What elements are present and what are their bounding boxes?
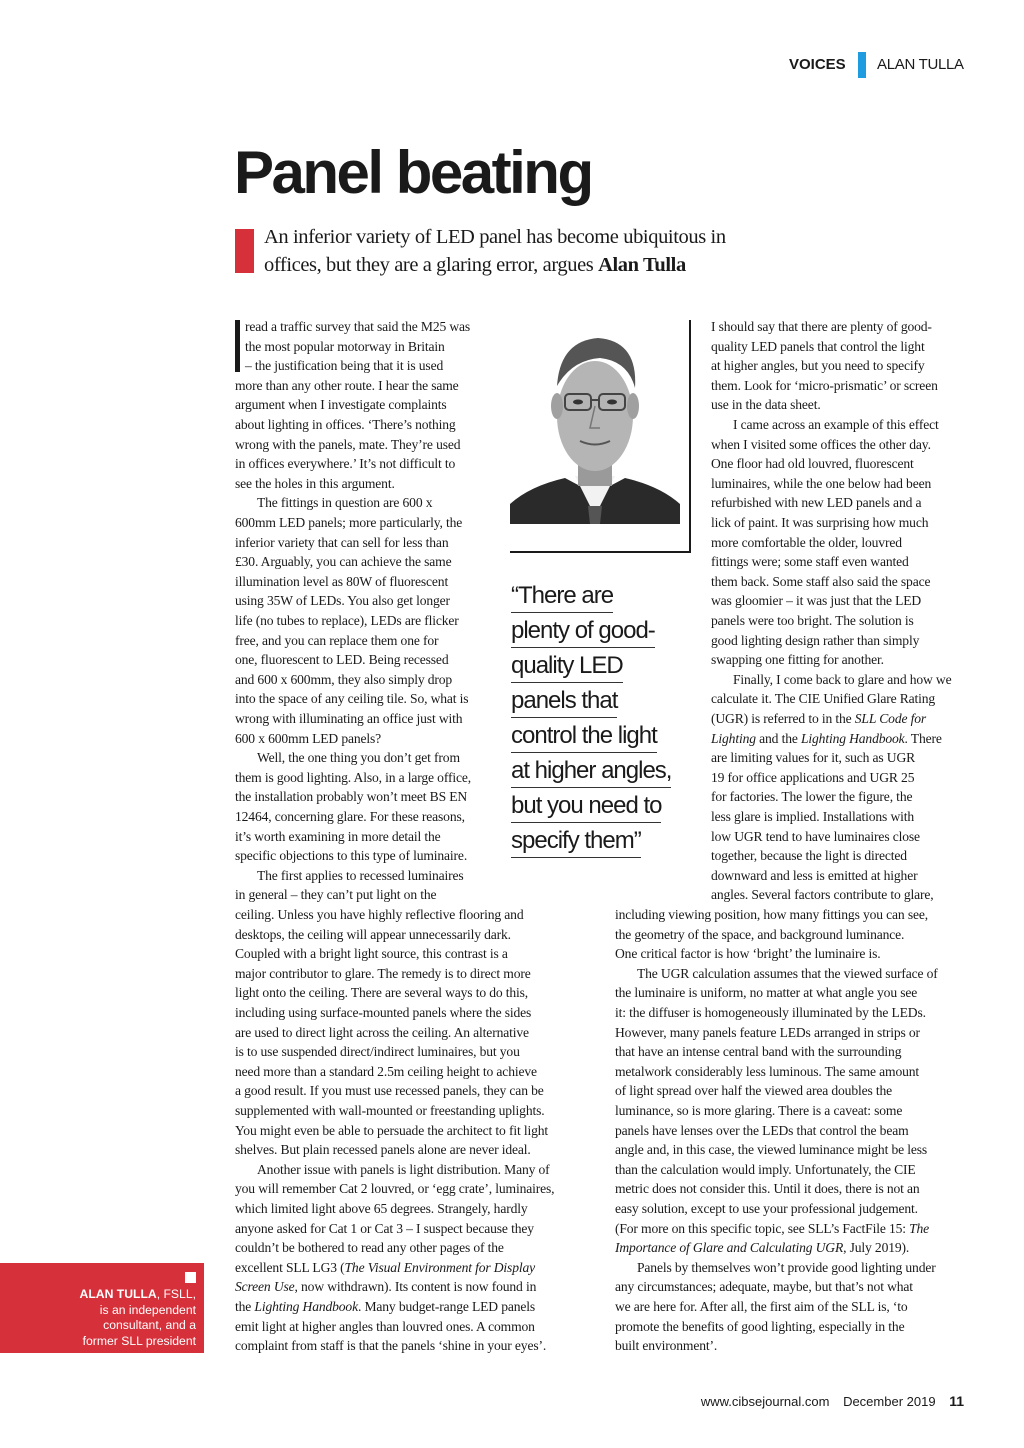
- text-line: Another issue with panels is light distribution. Many of: [257, 1161, 550, 1177]
- text-line: calculate it. The CIE Unified Glare Rating: [711, 691, 936, 707]
- text-line: The fittings in question are 600 x: [257, 495, 433, 511]
- text-line: a good result. If you must use recessed panels, they can be: [235, 1083, 544, 1099]
- page-footer: [691, 1393, 964, 1409]
- text-line: downward and less is emitted at higher: [711, 867, 918, 883]
- text-line: ceiling. Unless you have highly reflective flooring and: [235, 907, 524, 922]
- text-line: the Lighting Handbook. Many budget-range LED panels: [235, 1299, 536, 1314]
- text-line: metalwork considerably less luminous. The same amount: [615, 1063, 920, 1079]
- text-line: refurbished with new LED panels and a: [711, 495, 922, 511]
- byline: Alan Tulla: [598, 253, 686, 276]
- text-line: panels have lenses over the LEDs that control the beam: [615, 1122, 909, 1138]
- text-line: Finally, I come back to glare and how we: [733, 671, 952, 687]
- text-line: including using surface-mounted panels where the sides: [235, 1005, 532, 1020]
- text-line: in general – they can’t put light on the: [235, 887, 437, 903]
- text-line: (For more on this specific topic, see SLL’s FactFile 15: The: [615, 1220, 930, 1236]
- text-line: them back. Some staff also said the space: [711, 573, 931, 589]
- pull-quote-line: specify them”: [511, 825, 641, 858]
- bio-line: consultant, and a: [103, 1318, 196, 1333]
- text-line: light onto the ceiling. There are several ways to do this,: [235, 985, 529, 1001]
- footer-date: December 2019: [843, 1394, 936, 1409]
- text-line: supplemented with wall-mounted or freestanding uplights.: [235, 1103, 545, 1118]
- text-line: £30. Arguably, you can achieve the same: [235, 554, 452, 570]
- text-line: specific objections to this type of luminaire.: [235, 848, 468, 864]
- pull-quote-line: quality LED: [511, 650, 623, 683]
- text-line: – the justification being that it is used: [245, 358, 444, 374]
- text-line: Well, the one thing you don’t get from: [257, 750, 460, 766]
- text-line: them. Look for ‘micro-prismatic’ or screen: [711, 377, 938, 393]
- text-line: (UGR) is referred to in the SLL Code for: [711, 711, 927, 726]
- text-line: angle and, in this case, the viewed luminance might be less: [615, 1142, 928, 1158]
- text-line: major contributor to glare. The remedy is to direct more: [235, 965, 531, 981]
- text-line: one, fluorescent to LED. Being recessed: [235, 652, 449, 668]
- text-line: the most popular motorway in Britain: [245, 338, 445, 354]
- text-line: emit light at higher angles than louvred ones. A common: [235, 1318, 535, 1334]
- text-line: built environment’.: [615, 1338, 718, 1354]
- text-line: Panels by themselves won’t provide good lighting under: [637, 1259, 936, 1275]
- text-line: angles. Several factors contribute to glare,: [711, 887, 934, 903]
- text-line: that have an intense central band with the surrounding: [615, 1044, 902, 1060]
- text-line: luminance, so is more glaring. There is a caveat: some: [615, 1103, 903, 1118]
- author-portrait-photo: [510, 326, 680, 524]
- text-line: The UGR calculation assumes that the viewed surface of: [637, 965, 938, 981]
- text-line: Screen Use, now withdrawn). Its content is now found in: [235, 1279, 537, 1295]
- text-line: was gloomier – it was just that the LED: [711, 593, 922, 609]
- text-line: lick of paint. It was surprising how much: [711, 515, 929, 530]
- text-line: and 600 x 600mm, they also simply drop: [235, 671, 453, 687]
- text-line: I should say that there are plenty of good-: [711, 319, 932, 334]
- text-line: inferior variety that can sell for less than: [235, 534, 449, 550]
- bio-line: former SLL president: [82, 1333, 196, 1348]
- text-line: easy solution, except to use your professional judgement.: [615, 1201, 918, 1216]
- text-line: However, many panels feature LEDs arranged in strips or: [615, 1024, 920, 1040]
- text-line: see the holes in this argument.: [235, 475, 395, 491]
- text-line: of light spread over half the viewed area doubles the: [615, 1083, 893, 1099]
- text-line: I came across an example of this effect: [733, 417, 939, 432]
- text-line: argument when I investigate complaints: [235, 397, 447, 413]
- text-line: wrong with illuminating an office just with: [235, 711, 463, 726]
- pull-quote-line: “There are: [511, 580, 613, 613]
- text-line: quality LED panels that control the light: [711, 338, 925, 354]
- pull-quote-line: plenty of good-: [511, 615, 655, 648]
- pull-quote-line: panels that: [511, 685, 617, 718]
- pull-quote-line: control the light: [511, 720, 657, 753]
- text-line: the installation probably won’t meet BS EN: [235, 789, 468, 805]
- author-bio-text: [6, 1287, 196, 1349]
- text-line: in offices everywhere.’ It’s not difficult to: [235, 456, 456, 472]
- text-line: couldn’t be bothered to read any other pages of the: [235, 1240, 504, 1256]
- text-line: The first applies to recessed luminaires: [257, 867, 464, 883]
- text-line: read a traffic survey that said the M25 was: [245, 319, 471, 334]
- text-line: anyone asked for Cat 1 or Cat 3 – I suspect because they: [235, 1220, 534, 1236]
- text-line: low UGR tend to have luminaires close: [711, 828, 920, 844]
- dek-accent-bar: [235, 229, 254, 273]
- text-line: use in the data sheet.: [711, 397, 821, 413]
- text-line: at higher angles, but you need to specify: [711, 358, 925, 374]
- text-line: you will remember Cat 2 louvred, or ‘egg crate’, luminaires,: [235, 1181, 555, 1197]
- text-line: fittings were; some staff even wanted: [711, 554, 909, 570]
- photo-frame-rule: [510, 551, 691, 553]
- text-line: excellent SLL LG3 (The Visual Environment for Display: [235, 1259, 535, 1275]
- text-line: free, and you can replace them one for: [235, 632, 439, 648]
- standfirst: [264, 224, 726, 279]
- text-line: are limiting values for it, such as UGR: [711, 750, 916, 766]
- standfirst-line: An inferior variety of LED panel has become ubiquitous in: [264, 226, 726, 248]
- pull-quote-line: but you need to: [511, 790, 661, 823]
- section-label: VOICES: [789, 56, 846, 73]
- header-author: ALAN TULLA: [877, 56, 964, 73]
- article-title: Panel beating: [234, 139, 592, 206]
- standfirst-line: offices, but they are a glaring error, argues: [264, 253, 599, 276]
- text-line: Lighting and the Lighting Handbook. There: [711, 730, 942, 746]
- text-line: swapping one fitting for another.: [711, 652, 884, 668]
- page-number: 11: [949, 1393, 964, 1409]
- text-line: is to use suspended direct/indirect luminaires, but you: [235, 1044, 520, 1060]
- text-line: 600mm LED panels; more particularly, the: [235, 515, 463, 530]
- header-divider: [858, 52, 866, 78]
- square-icon: [185, 1272, 196, 1283]
- text-line: we are here for. After all, the first aim of the SLL is, ‘to: [615, 1299, 908, 1314]
- text-line: which limited light above 65 degrees. Strangely, hardly: [235, 1201, 528, 1216]
- text-line: complaint from staff is that the panels ‘shine in your eyes’.: [235, 1338, 547, 1354]
- text-line: Importance of Glare and Calculating UGR, July 2019).: [615, 1240, 910, 1256]
- text-line: together, because the light is directed: [711, 848, 907, 864]
- text-line: life (no tubes to replace), LEDs are flicker: [235, 613, 459, 628]
- text-line: illumination level as 80W of fluorescent: [235, 573, 449, 589]
- text-line: the geometry of the space, and background luminance.: [615, 926, 905, 942]
- text-line: 19 for office applications and UGR 25: [711, 769, 915, 785]
- photo-frame-rule: [689, 320, 691, 553]
- text-line: 600 x 600mm LED panels?: [235, 730, 382, 746]
- text-line: more comfortable the older, louvred: [711, 534, 902, 550]
- text-line: it’s worth examining in more detail the: [235, 828, 441, 844]
- text-line: are used to direct light across the ceiling. An alternative: [235, 1024, 529, 1040]
- text-line: less glare is implied. Installations with: [711, 809, 915, 824]
- text-line: including viewing position, how many fittings you can see,: [615, 907, 928, 922]
- text-line: about lighting in offices. ‘There’s nothing: [235, 417, 456, 432]
- text-line: than the calculation would imply. Unfortunately, the CIE: [615, 1161, 916, 1177]
- text-line: the luminaire is uniform, no matter at what angle you see: [615, 985, 918, 1001]
- text-line: need more than a standard 2.5m ceiling height to achieve: [235, 1063, 537, 1079]
- text-line: metric does not consider this. Until it does, there is not an: [615, 1181, 920, 1197]
- text-line: One floor had old louvred, fluorescent: [711, 456, 914, 472]
- pull-quote-line: at higher angles,: [511, 755, 671, 788]
- text-line: them is good lighting. Also, in a large office,: [235, 769, 471, 785]
- bio-line: is an independent: [99, 1302, 196, 1317]
- text-line: panels were too bright. The solution is: [711, 613, 914, 628]
- text-line: for factories. The lower the figure, the: [711, 789, 913, 805]
- text-line: 12464, concerning glare. For these reasons,: [235, 809, 465, 824]
- text-line: into the space of any ceiling tile. So, what is: [235, 691, 469, 707]
- text-line: Coupled with a bright light source, this contrast is a: [235, 946, 508, 962]
- text-line: luminaires, while the one below had been: [711, 475, 932, 491]
- text-line: You might even be able to persuade the architect to fit light: [235, 1122, 548, 1138]
- bio-suffix: , FSLL,: [156, 1287, 196, 1301]
- text-line: One critical factor is how ‘bright’ the luminaire is.: [615, 946, 881, 962]
- footer-url[interactable]: www.cibsejournal.com: [700, 1394, 830, 1409]
- text-line: more than any other route. I hear the same: [235, 377, 459, 393]
- text-line: promote the benefits of good lighting, especially in the: [615, 1318, 905, 1334]
- text-line: any circumstances; adequate, maybe, but that’s not what: [615, 1279, 913, 1295]
- text-line: when I visited some offices the other day.: [711, 436, 931, 452]
- text-line: wrong with the panels, mate. They’re used: [235, 436, 461, 452]
- bio-name: ALAN TULLA: [79, 1287, 157, 1301]
- text-line: desktops, the ceiling will appear unnecessarily dark.: [235, 926, 511, 942]
- text-line: using 35W of LEDs. You also get longer: [235, 593, 450, 609]
- text-line: shelves. But plain recessed panels alone are never ideal.: [235, 1142, 531, 1158]
- text-line: it: the diffuser is homogeneously illuminated by the LEDs.: [615, 1005, 926, 1020]
- text-line: good lighting design rather than simply: [711, 632, 920, 648]
